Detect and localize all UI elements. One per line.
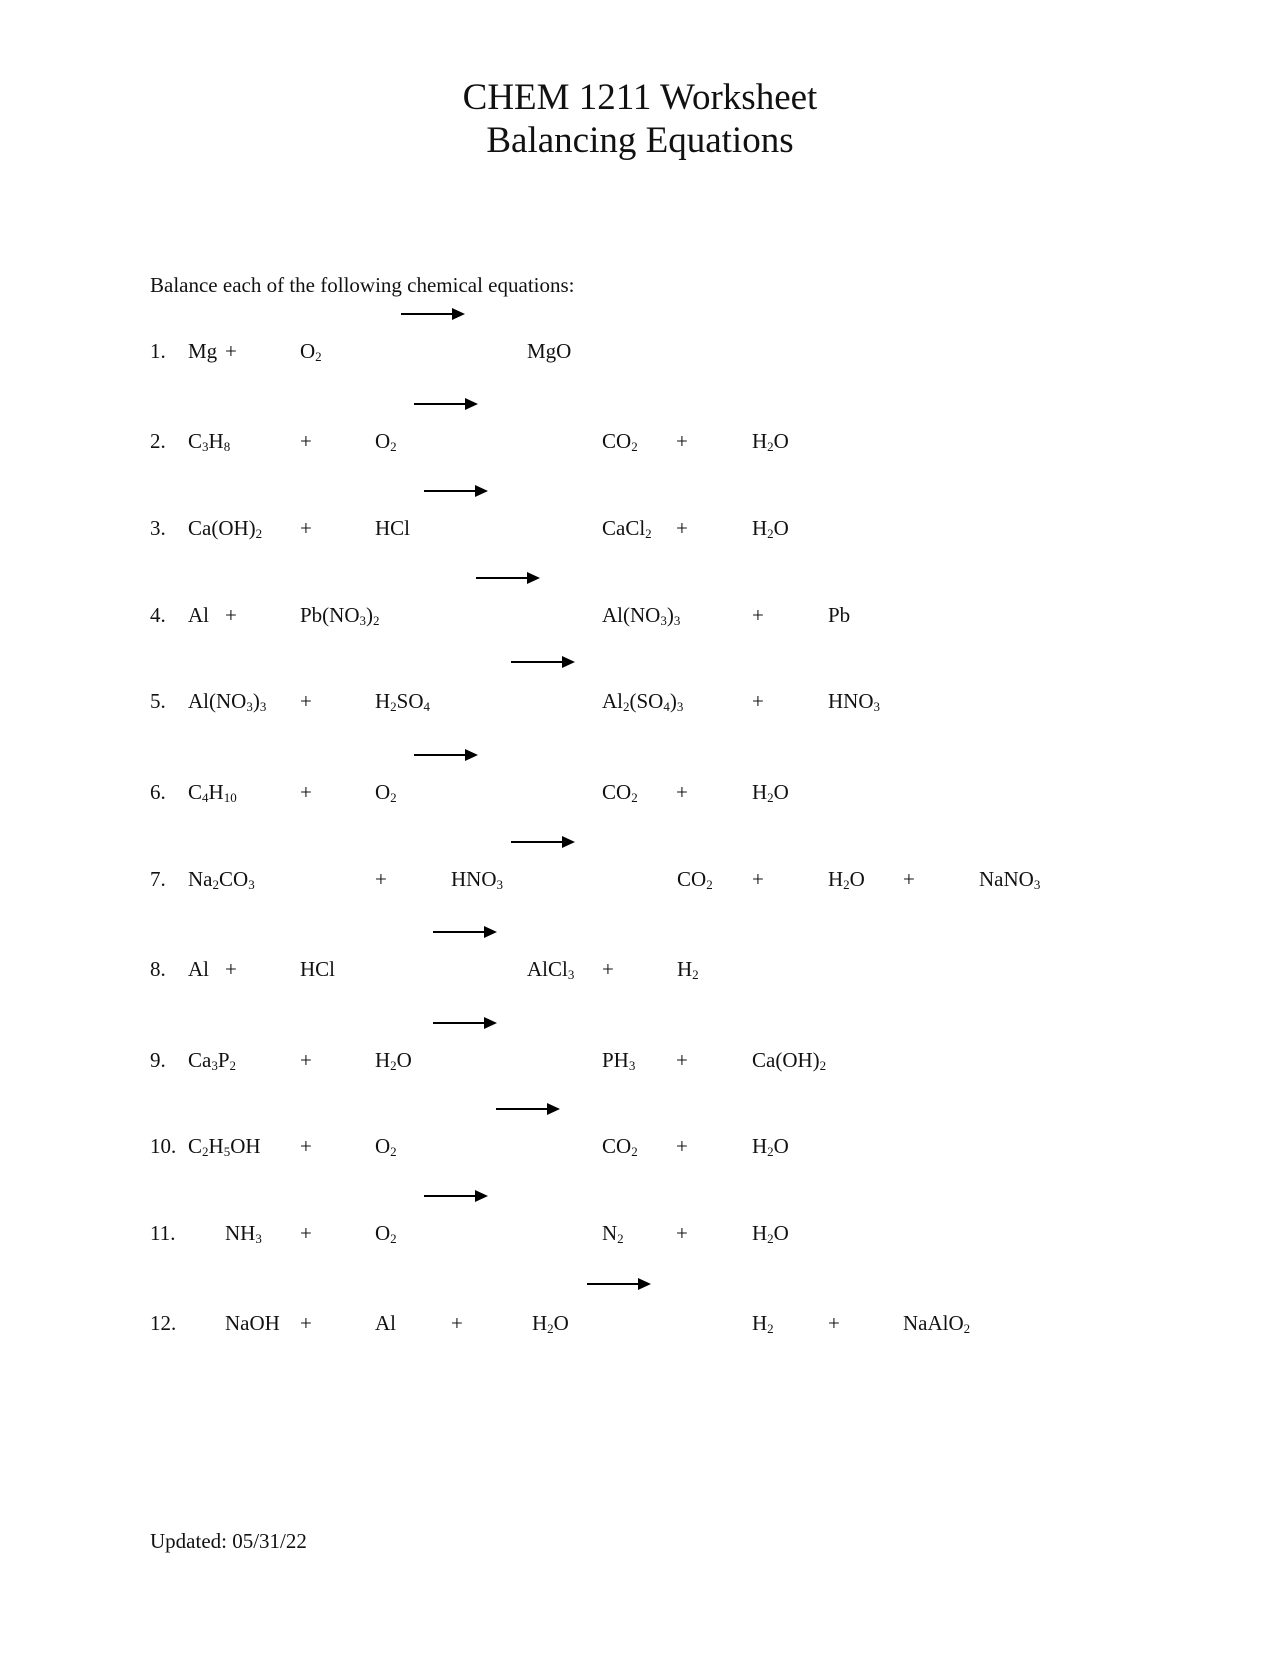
plus-sign: + bbox=[225, 339, 237, 363]
formula-h2: $H_2$ bbox=[752, 1311, 774, 1336]
equation-number: 12. bbox=[150, 1311, 177, 1335]
formula-cacl2: CaCl$_2$ bbox=[602, 516, 652, 541]
plus-sign: + bbox=[451, 1311, 463, 1335]
formula-co2: $CO_2$ bbox=[602, 1134, 638, 1159]
equation-number: 7. bbox=[150, 867, 166, 891]
equation-12 bbox=[0, 1310, 1280, 1340]
formula-h2o: $H_2O$ bbox=[752, 780, 789, 805]
formula-h2o: $H_2O$ bbox=[752, 1221, 789, 1246]
plus-sign: + bbox=[676, 516, 688, 540]
formula-al: Al bbox=[188, 603, 209, 627]
reaction-arrow-icon bbox=[433, 926, 497, 938]
formula-naoh: NaOH bbox=[225, 1311, 280, 1335]
equation-number: 5. bbox=[150, 689, 166, 713]
instructions: Balance each of the following chemical equations: bbox=[150, 273, 575, 297]
reaction-arrow-icon bbox=[587, 1278, 651, 1290]
plus-sign: + bbox=[752, 867, 764, 891]
formula-n2: $N_2$ bbox=[602, 1221, 624, 1246]
equation-5 bbox=[0, 688, 1280, 718]
plus-sign: + bbox=[676, 780, 688, 804]
formula-nano3: NaNO$_3$ bbox=[979, 867, 1041, 892]
equation-6 bbox=[0, 779, 1280, 809]
plus-sign: + bbox=[375, 867, 387, 891]
formula-alno33: $Al(NO_3)_3$ bbox=[188, 689, 267, 714]
plus-sign: + bbox=[903, 867, 915, 891]
reaction-arrow-icon bbox=[401, 308, 465, 320]
formula-nh3: $NH_3$ bbox=[225, 1221, 262, 1246]
equation-number: 9. bbox=[150, 1048, 166, 1072]
formula-ca3p2: $Ca_3P_2$ bbox=[188, 1048, 237, 1073]
plus-sign: + bbox=[752, 689, 764, 713]
plus-sign: + bbox=[225, 603, 237, 627]
formula-h2o: $H_2O$ bbox=[752, 1134, 789, 1159]
equation-3 bbox=[0, 515, 1280, 545]
formula-alno33: $Al(NO_3)_3$ bbox=[602, 603, 681, 628]
plus-sign: + bbox=[300, 1221, 312, 1245]
formula-alcl3: AlCl$_3$ bbox=[527, 957, 575, 982]
formula-mg: Mg bbox=[188, 339, 218, 363]
formula-h2o: $H_2O$ bbox=[752, 429, 789, 454]
reaction-arrow-icon bbox=[496, 1103, 560, 1115]
formula-caoh2: $Ca(OH)_2$ bbox=[752, 1048, 827, 1073]
reaction-arrow-icon bbox=[476, 572, 540, 584]
formula-hno3: $HNO_3$ bbox=[451, 867, 503, 892]
plus-sign: + bbox=[676, 1221, 688, 1245]
equation-number: 6. bbox=[150, 780, 166, 804]
formula-hno3: $HNO_3$ bbox=[828, 689, 880, 714]
formula-caoh2: $Ca(OH)_2$ bbox=[188, 516, 263, 541]
plus-sign: + bbox=[225, 957, 237, 981]
equation-4 bbox=[0, 602, 1280, 632]
equation-1 bbox=[0, 338, 1280, 368]
reaction-arrow-icon bbox=[511, 656, 575, 668]
reaction-arrow-icon bbox=[433, 1017, 497, 1029]
plus-sign: + bbox=[676, 1134, 688, 1158]
equation-number: 2. bbox=[150, 429, 166, 453]
reaction-arrow-icon bbox=[424, 485, 488, 497]
plus-sign: + bbox=[300, 780, 312, 804]
equation-8 bbox=[0, 956, 1280, 986]
formula-pb: Pb bbox=[828, 603, 851, 627]
equation-11 bbox=[0, 1220, 1280, 1250]
formula-h2: $H_2$ bbox=[677, 957, 699, 982]
formula-h2o: $H_2O$ bbox=[752, 516, 789, 541]
reaction-arrow-icon bbox=[414, 398, 478, 410]
formula-h2o: $H_2O$ bbox=[375, 1048, 412, 1073]
equation-7 bbox=[0, 866, 1280, 896]
plus-sign: + bbox=[300, 1134, 312, 1158]
formula-na2co3: $Na_2CO_3$ bbox=[188, 867, 255, 892]
equation-number: 4. bbox=[150, 603, 166, 627]
formula-al: Al bbox=[375, 1311, 396, 1335]
formula-c4h10: $C_4H_{10}$ bbox=[188, 780, 237, 805]
formula-co2: $CO_2$ bbox=[602, 780, 638, 805]
reaction-arrow-icon bbox=[414, 749, 478, 761]
equation-number: 10. bbox=[150, 1134, 177, 1158]
equation-2 bbox=[0, 428, 1280, 458]
plus-sign: + bbox=[828, 1311, 840, 1335]
plus-sign: + bbox=[300, 1311, 312, 1335]
formula-co2: $CO_2$ bbox=[677, 867, 713, 892]
plus-sign: + bbox=[300, 516, 312, 540]
formula-h2o: $H_2O$ bbox=[828, 867, 865, 892]
formula-o2: $O_2$ bbox=[300, 339, 322, 364]
page-title: CHEM 1211 Worksheet bbox=[462, 77, 818, 118]
reaction-arrow-icon bbox=[511, 836, 575, 848]
formula-ph3: $PH_3$ bbox=[602, 1048, 636, 1073]
formula-al: Al bbox=[188, 957, 209, 981]
plus-sign: + bbox=[752, 603, 764, 627]
plus-sign: + bbox=[300, 1048, 312, 1072]
equation-number: 11. bbox=[150, 1221, 176, 1245]
formula-pbno32: $Pb(NO_3)_2$ bbox=[300, 603, 380, 628]
formula-hcl: HCl bbox=[300, 957, 336, 981]
formula-c2h5oh: $C_2H_5OH$ bbox=[188, 1134, 261, 1159]
formula-naalo2: NaAlO$_2$ bbox=[903, 1311, 971, 1336]
plus-sign: + bbox=[602, 957, 614, 981]
formula-o2: $O_2$ bbox=[375, 780, 397, 805]
equation-number: 3. bbox=[150, 516, 166, 540]
plus-sign: + bbox=[676, 1048, 688, 1072]
equation-9 bbox=[0, 1047, 1280, 1077]
formula-mgo: MgO bbox=[527, 339, 572, 363]
equation-number: 8. bbox=[150, 957, 166, 981]
formula-c3h8: $C_3H_8$ bbox=[188, 429, 231, 454]
formula-co2: $CO_2$ bbox=[602, 429, 638, 454]
plus-sign: + bbox=[676, 429, 688, 453]
plus-sign: + bbox=[300, 689, 312, 713]
formula-hcl: HCl bbox=[375, 516, 411, 540]
formula-h2o: $H_2O$ bbox=[532, 1311, 569, 1336]
plus-sign: + bbox=[300, 429, 312, 453]
formula-o2: $O_2$ bbox=[375, 1221, 397, 1246]
equation-10 bbox=[0, 1133, 1280, 1163]
page-subtitle: Balancing Equations bbox=[486, 120, 794, 161]
formula-h2so4: $H_2SO_4$ bbox=[375, 689, 431, 714]
formula-o2: $O_2$ bbox=[375, 1134, 397, 1159]
updated-date: Updated: 05/31/22 bbox=[150, 1529, 307, 1553]
reaction-arrow-icon bbox=[424, 1190, 488, 1202]
formula-o2: $O_2$ bbox=[375, 429, 397, 454]
formula-al2so43: $Al_2(SO_4)_3$ bbox=[602, 689, 684, 714]
equation-number: 1. bbox=[150, 339, 166, 363]
